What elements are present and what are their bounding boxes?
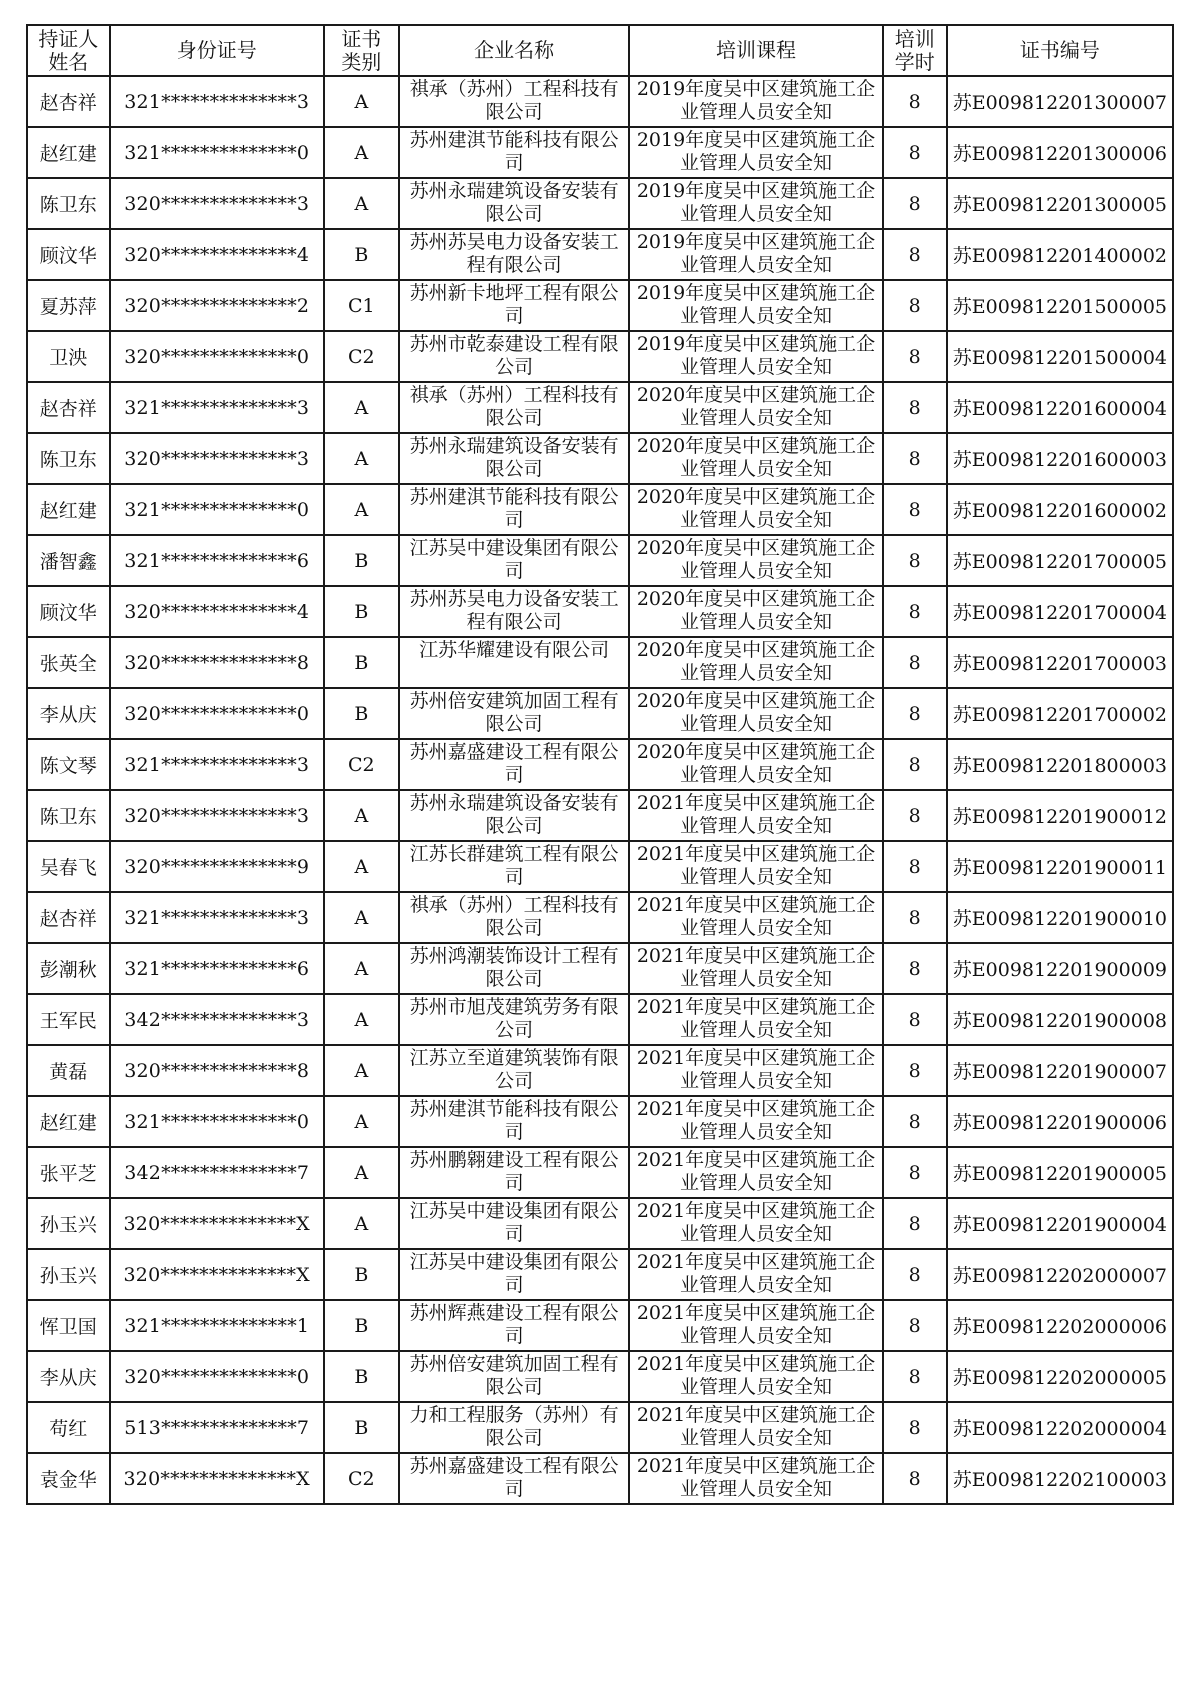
holder-name: 李从庆 [27, 1351, 110, 1402]
company-name-text: 苏州苏吴电力设备安装工程有限公司 [409, 231, 619, 276]
company-name-text: 江苏长群建筑工程有限公司 [409, 843, 619, 888]
id-number: 321**************0 [110, 484, 324, 535]
table-row [27, 790, 1173, 841]
training-course [629, 790, 882, 841]
holder-name: 孙玉兴 [27, 1249, 110, 1300]
training-hours: 8 [883, 739, 947, 790]
id-number: 320**************3 [110, 178, 324, 229]
training-course [629, 535, 882, 586]
cert-type: B [324, 586, 399, 637]
company-name [399, 739, 630, 790]
cert-number: 苏E009812201800003 [947, 739, 1173, 790]
table-row [27, 178, 1173, 229]
cert-type: B [324, 1402, 399, 1453]
holder-name: 恽卫国 [27, 1300, 110, 1351]
table-row [27, 892, 1173, 943]
training-course [629, 484, 882, 535]
table-row [27, 841, 1173, 892]
training-course [629, 1045, 882, 1096]
cert-type: A [324, 1045, 399, 1096]
training-hours: 8 [883, 1045, 947, 1096]
training-course-text: 2019年度吴中区建筑施工企业管理人员安全知 [636, 231, 876, 276]
company-name [399, 127, 630, 178]
cert-type: A [324, 433, 399, 484]
company-name-text: 祺承（苏州）工程科技有限公司 [409, 894, 619, 939]
cert-number: 苏E009812201700003 [947, 637, 1173, 688]
company-name-text: 苏州倍安建筑加固工程有限公司 [409, 1353, 619, 1398]
training-course [629, 331, 882, 382]
cert-type: A [324, 178, 399, 229]
table-row [27, 1351, 1173, 1402]
training-course [629, 76, 882, 127]
company-name-text: 苏州鹏翱建设工程有限公司 [409, 1149, 619, 1194]
cert-type: C2 [324, 1453, 399, 1504]
company-name [399, 535, 630, 586]
company-name [399, 943, 630, 994]
id-number: 321**************3 [110, 892, 324, 943]
training-course [629, 382, 882, 433]
company-name-text: 苏州苏吴电力设备安装工程有限公司 [409, 588, 619, 633]
holder-name: 陈卫东 [27, 433, 110, 484]
cert-type: A [324, 76, 399, 127]
table-row [27, 1453, 1173, 1504]
training-course-text: 2019年度吴中区建筑施工企业管理人员安全知 [636, 78, 876, 123]
training-hours: 8 [883, 178, 947, 229]
holder-name: 吴春飞 [27, 841, 110, 892]
training-course [629, 1402, 882, 1453]
training-course-text: 2020年度吴中区建筑施工企业管理人员安全知 [636, 690, 876, 735]
header-hours: 培训学时 [883, 25, 947, 76]
id-number: 321**************3 [110, 739, 324, 790]
holder-name: 黄磊 [27, 1045, 110, 1096]
training-course-text: 2020年度吴中区建筑施工企业管理人员安全知 [636, 486, 876, 531]
training-course-text: 2021年度吴中区建筑施工企业管理人员安全知 [636, 945, 876, 990]
id-number: 321**************6 [110, 943, 324, 994]
cert-number: 苏E009812202000007 [947, 1249, 1173, 1300]
company-name [399, 637, 630, 688]
training-course-text: 2021年度吴中区建筑施工企业管理人员安全知 [636, 1353, 876, 1398]
id-number: 320**************X [110, 1453, 324, 1504]
cert-number: 苏E009812202000004 [947, 1402, 1173, 1453]
holder-name: 王军民 [27, 994, 110, 1045]
cert-type: A [324, 1198, 399, 1249]
cert-type: B [324, 1249, 399, 1300]
training-course-text: 2019年度吴中区建筑施工企业管理人员安全知 [636, 180, 876, 225]
training-hours: 8 [883, 943, 947, 994]
company-name [399, 892, 630, 943]
training-course [629, 1198, 882, 1249]
cert-type: B [324, 535, 399, 586]
table-row [27, 127, 1173, 178]
cert-number: 苏E009812201900008 [947, 994, 1173, 1045]
table-row [27, 76, 1173, 127]
training-hours: 8 [883, 586, 947, 637]
id-number: 321**************1 [110, 1300, 324, 1351]
training-course [629, 1096, 882, 1147]
training-course [629, 229, 882, 280]
holder-name: 赵杏祥 [27, 892, 110, 943]
training-course-text: 2019年度吴中区建筑施工企业管理人员安全知 [636, 333, 876, 378]
table-row [27, 484, 1173, 535]
training-hours: 8 [883, 637, 947, 688]
training-course [629, 1249, 882, 1300]
table-row [27, 1249, 1173, 1300]
cert-number: 苏E009812201700002 [947, 688, 1173, 739]
id-number: 321**************0 [110, 127, 324, 178]
cert-type: A [324, 994, 399, 1045]
holder-name: 卫泱 [27, 331, 110, 382]
training-course [629, 1453, 882, 1504]
header-cert-type: 证书类别 [324, 25, 399, 76]
header-course: 培训课程 [629, 25, 882, 76]
id-number: 513**************7 [110, 1402, 324, 1453]
training-course [629, 688, 882, 739]
table-row [27, 1300, 1173, 1351]
cert-number: 苏E009812201600004 [947, 382, 1173, 433]
training-hours: 8 [883, 127, 947, 178]
company-name [399, 280, 630, 331]
table-row [27, 1096, 1173, 1147]
id-number: 320**************X [110, 1198, 324, 1249]
id-number: 320**************9 [110, 841, 324, 892]
company-name-text: 苏州嘉盛建设工程有限公司 [409, 741, 619, 786]
holder-name: 袁金华 [27, 1453, 110, 1504]
company-name-text: 苏州建淇节能科技有限公司 [409, 1098, 619, 1143]
id-number: 320**************0 [110, 331, 324, 382]
holder-name: 赵红建 [27, 484, 110, 535]
header-cert-no: 证书编号 [947, 25, 1173, 76]
cert-number: 苏E009812201500004 [947, 331, 1173, 382]
cert-number: 苏E009812201900006 [947, 1096, 1173, 1147]
company-name-text: 苏州建淇节能科技有限公司 [409, 129, 619, 174]
training-course [629, 586, 882, 637]
training-hours: 8 [883, 331, 947, 382]
company-name [399, 229, 630, 280]
cert-type: A [324, 943, 399, 994]
table-row [27, 1147, 1173, 1198]
cert-type: A [324, 127, 399, 178]
training-hours: 8 [883, 994, 947, 1045]
table-row [27, 382, 1173, 433]
id-number: 320**************3 [110, 433, 324, 484]
training-course-text: 2020年度吴中区建筑施工企业管理人员安全知 [636, 384, 876, 429]
training-course [629, 1351, 882, 1402]
company-name-text: 苏州新卡地坪工程有限公司 [409, 282, 619, 327]
training-course-text: 2021年度吴中区建筑施工企业管理人员安全知 [636, 996, 876, 1041]
training-course-text: 2020年度吴中区建筑施工企业管理人员安全知 [636, 588, 876, 633]
training-course-text: 2020年度吴中区建筑施工企业管理人员安全知 [636, 741, 876, 786]
company-name [399, 790, 630, 841]
company-name [399, 484, 630, 535]
holder-name: 赵杏祥 [27, 382, 110, 433]
company-name [399, 178, 630, 229]
company-name [399, 1198, 630, 1249]
header-row [27, 25, 1173, 76]
training-course [629, 739, 882, 790]
holder-name: 张平芝 [27, 1147, 110, 1198]
id-number: 320**************0 [110, 688, 324, 739]
header-name: 持证人姓名 [27, 25, 110, 76]
training-hours: 8 [883, 892, 947, 943]
training-course-text: 2021年度吴中区建筑施工企业管理人员安全知 [636, 1251, 876, 1296]
id-number: 320**************0 [110, 1351, 324, 1402]
training-course-text: 2021年度吴中区建筑施工企业管理人员安全知 [636, 894, 876, 939]
training-hours: 8 [883, 1096, 947, 1147]
company-name [399, 1045, 630, 1096]
cert-type: A [324, 484, 399, 535]
company-name-text: 江苏立至道建筑装饰有限公司 [409, 1047, 619, 1092]
table-row [27, 688, 1173, 739]
id-number: 321**************3 [110, 382, 324, 433]
id-number: 320**************8 [110, 637, 324, 688]
training-course [629, 943, 882, 994]
training-course-text: 2020年度吴中区建筑施工企业管理人员安全知 [636, 639, 876, 684]
cert-type: C1 [324, 280, 399, 331]
table-row [27, 1045, 1173, 1096]
holder-name: 赵红建 [27, 127, 110, 178]
company-name [399, 331, 630, 382]
table-row [27, 1198, 1173, 1249]
cert-number: 苏E009812201300006 [947, 127, 1173, 178]
company-name [399, 1300, 630, 1351]
training-course-text: 2021年度吴中区建筑施工企业管理人员安全知 [636, 1149, 876, 1194]
cert-number: 苏E009812202100003 [947, 1453, 1173, 1504]
company-name [399, 1249, 630, 1300]
training-hours: 8 [883, 433, 947, 484]
training-hours: 8 [883, 382, 947, 433]
certificate-table [26, 24, 1174, 1505]
company-name-text: 苏州永瑞建筑设备安装有限公司 [409, 180, 619, 225]
training-course-text: 2021年度吴中区建筑施工企业管理人员安全知 [636, 792, 876, 837]
id-number: 320**************3 [110, 790, 324, 841]
training-hours: 8 [883, 229, 947, 280]
header-id-number: 身份证号 [110, 25, 324, 76]
id-number: 321**************3 [110, 76, 324, 127]
training-course [629, 637, 882, 688]
company-name-text: 苏州永瑞建筑设备安装有限公司 [409, 792, 619, 837]
training-course [629, 280, 882, 331]
company-name [399, 688, 630, 739]
id-number: 320**************8 [110, 1045, 324, 1096]
company-name [399, 382, 630, 433]
training-course [629, 1147, 882, 1198]
company-name [399, 76, 630, 127]
cert-number: 苏E009812201900009 [947, 943, 1173, 994]
cert-type: C2 [324, 331, 399, 382]
company-name-text: 祺承（苏州）工程科技有限公司 [409, 78, 619, 123]
header-company: 企业名称 [399, 25, 630, 76]
cert-type: A [324, 382, 399, 433]
company-name-text: 江苏吴中建设集团有限公司 [409, 1200, 619, 1245]
cert-type: A [324, 790, 399, 841]
company-name-text: 苏州嘉盛建设工程有限公司 [409, 1455, 619, 1500]
company-name-text: 力和工程服务（苏州）有限公司 [409, 1404, 619, 1449]
table-row [27, 994, 1173, 1045]
holder-name: 陈文琴 [27, 739, 110, 790]
holder-name: 夏苏萍 [27, 280, 110, 331]
table-row [27, 331, 1173, 382]
company-name-text: 江苏华耀建设有限公司 [419, 639, 610, 661]
id-number: 320**************4 [110, 229, 324, 280]
cert-number: 苏E009812201300005 [947, 178, 1173, 229]
holder-name: 陈卫东 [27, 790, 110, 841]
training-hours: 8 [883, 1198, 947, 1249]
company-name-text: 江苏吴中建设集团有限公司 [409, 537, 619, 582]
company-name [399, 1147, 630, 1198]
cert-number: 苏E009812201700004 [947, 586, 1173, 637]
id-number: 342**************3 [110, 994, 324, 1045]
table-row [27, 586, 1173, 637]
training-hours: 8 [883, 76, 947, 127]
training-hours: 8 [883, 1300, 947, 1351]
id-number: 320**************X [110, 1249, 324, 1300]
training-course-text: 2021年度吴中区建筑施工企业管理人员安全知 [636, 1455, 876, 1500]
holder-name: 苟红 [27, 1402, 110, 1453]
training-course-text: 2021年度吴中区建筑施工企业管理人员安全知 [636, 1200, 876, 1245]
training-hours: 8 [883, 790, 947, 841]
training-hours: 8 [883, 1147, 947, 1198]
cert-number: 苏E009812201500005 [947, 280, 1173, 331]
cert-number: 苏E009812201300007 [947, 76, 1173, 127]
cert-type: A [324, 841, 399, 892]
training-course [629, 1300, 882, 1351]
cert-type: A [324, 1147, 399, 1198]
cert-number: 苏E009812201900007 [947, 1045, 1173, 1096]
training-course [629, 433, 882, 484]
cert-type: B [324, 229, 399, 280]
cert-type: A [324, 1096, 399, 1147]
holder-name: 赵杏祥 [27, 76, 110, 127]
cert-number: 苏E009812201700005 [947, 535, 1173, 586]
id-number: 320**************4 [110, 586, 324, 637]
company-name [399, 1351, 630, 1402]
cert-number: 苏E009812202000005 [947, 1351, 1173, 1402]
holder-name: 孙玉兴 [27, 1198, 110, 1249]
training-course-text: 2021年度吴中区建筑施工企业管理人员安全知 [636, 843, 876, 888]
cert-number: 苏E009812201600002 [947, 484, 1173, 535]
company-name-text: 苏州市乾泰建设工程有限公司 [409, 333, 619, 378]
cert-number: 苏E009812201900004 [947, 1198, 1173, 1249]
cert-number: 苏E009812201900012 [947, 790, 1173, 841]
holder-name: 顾汶华 [27, 229, 110, 280]
training-hours: 8 [883, 280, 947, 331]
holder-name: 顾汶华 [27, 586, 110, 637]
company-name [399, 1402, 630, 1453]
training-course-text: 2021年度吴中区建筑施工企业管理人员安全知 [636, 1098, 876, 1143]
cert-number: 苏E009812201900011 [947, 841, 1173, 892]
cert-type: B [324, 1351, 399, 1402]
cert-type: B [324, 637, 399, 688]
cert-type: A [324, 892, 399, 943]
training-course [629, 178, 882, 229]
table-row [27, 535, 1173, 586]
training-hours: 8 [883, 841, 947, 892]
cert-number: 苏E009812201400002 [947, 229, 1173, 280]
training-course-text: 2019年度吴中区建筑施工企业管理人员安全知 [636, 282, 876, 327]
holder-name: 李从庆 [27, 688, 110, 739]
company-name-text: 苏州倍安建筑加固工程有限公司 [409, 690, 619, 735]
company-name [399, 433, 630, 484]
training-hours: 8 [883, 1402, 947, 1453]
company-name-text: 苏州市旭茂建筑劳务有限公司 [409, 996, 619, 1041]
id-number: 342**************7 [110, 1147, 324, 1198]
training-hours: 8 [883, 535, 947, 586]
company-name [399, 1096, 630, 1147]
table-row [27, 280, 1173, 331]
id-number: 320**************2 [110, 280, 324, 331]
id-number: 321**************6 [110, 535, 324, 586]
holder-name: 潘智鑫 [27, 535, 110, 586]
training-course [629, 892, 882, 943]
table-row [27, 1402, 1173, 1453]
training-course-text: 2020年度吴中区建筑施工企业管理人员安全知 [636, 537, 876, 582]
training-course-text: 2019年度吴中区建筑施工企业管理人员安全知 [636, 129, 876, 174]
company-name [399, 994, 630, 1045]
training-hours: 8 [883, 1249, 947, 1300]
training-hours: 8 [883, 484, 947, 535]
training-course-text: 2020年度吴中区建筑施工企业管理人员安全知 [636, 435, 876, 480]
id-number: 321**************0 [110, 1096, 324, 1147]
training-course-text: 2021年度吴中区建筑施工企业管理人员安全知 [636, 1047, 876, 1092]
training-course-text: 2021年度吴中区建筑施工企业管理人员安全知 [636, 1302, 876, 1347]
table-row [27, 229, 1173, 280]
company-name [399, 586, 630, 637]
holder-name: 张英全 [27, 637, 110, 688]
table-row [27, 433, 1173, 484]
table-row [27, 739, 1173, 790]
training-course [629, 841, 882, 892]
holder-name: 赵红建 [27, 1096, 110, 1147]
company-name-text: 苏州鸿潮装饰设计工程有限公司 [409, 945, 619, 990]
training-course [629, 994, 882, 1045]
company-name-text: 祺承（苏州）工程科技有限公司 [409, 384, 619, 429]
cert-number: 苏E009812201600003 [947, 433, 1173, 484]
holder-name: 彭潮秋 [27, 943, 110, 994]
company-name-text: 江苏吴中建设集团有限公司 [409, 1251, 619, 1296]
cert-type: C2 [324, 739, 399, 790]
training-hours: 8 [883, 1351, 947, 1402]
cert-type: B [324, 688, 399, 739]
cert-number: 苏E009812201900005 [947, 1147, 1173, 1198]
holder-name: 陈卫东 [27, 178, 110, 229]
training-hours: 8 [883, 1453, 947, 1504]
company-name [399, 1453, 630, 1504]
company-name-text: 苏州永瑞建筑设备安装有限公司 [409, 435, 619, 480]
cert-number: 苏E009812202000006 [947, 1300, 1173, 1351]
table-row [27, 943, 1173, 994]
cert-number: 苏E009812201900010 [947, 892, 1173, 943]
company-name-text: 苏州辉燕建设工程有限公司 [409, 1302, 619, 1347]
table-body [27, 76, 1173, 1504]
company-name [399, 841, 630, 892]
training-course-text: 2021年度吴中区建筑施工企业管理人员安全知 [636, 1404, 876, 1449]
company-name-text: 苏州建淇节能科技有限公司 [409, 486, 619, 531]
cert-type: B [324, 1300, 399, 1351]
training-hours: 8 [883, 688, 947, 739]
table-row [27, 637, 1173, 688]
training-course [629, 127, 882, 178]
